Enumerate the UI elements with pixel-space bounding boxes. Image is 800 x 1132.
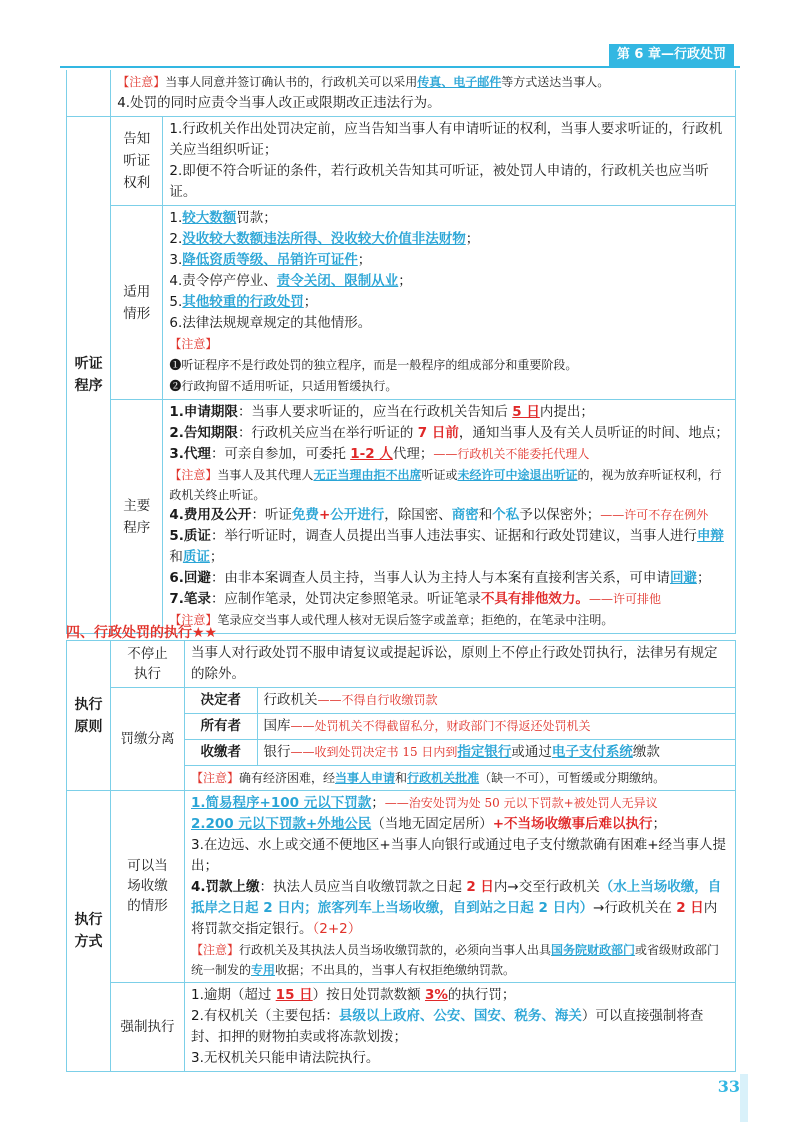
- separation-label: 罚缴分离: [111, 688, 185, 791]
- force-content: 1.逾期（超过 15 日）按日处罚款数额 3%的执行罚； 2.有权机关（主要包括：县级以上政府、公安、国安、税务、海关）可以直接强制将查封、扣押的财物拍卖或将冻款划拨； 3.无权机关只能申请法院执行。: [185, 983, 736, 1072]
- exec-method-label: 执行方式: [67, 791, 111, 1072]
- scope-item: 5.其他较重的行政处罚；: [169, 294, 318, 310]
- scope-note-2: ❷行政拘留不适用听证，只适用暂缓执行。: [169, 379, 398, 393]
- scope-item: 6.法律法规规章规定的其他情形。: [169, 315, 372, 331]
- hearing-label: 听证程序: [67, 117, 111, 634]
- hearing-table: [66, 70, 736, 634]
- notify-content: 1.行政机关作出处罚决定前，应当告知当事人有申请听证的权利，当事人要求听证的，行政机关应当组织听证； 2.即便不符合听证的条件，若行政机关告知其可听证，被处罚人申请的，行政机关也应当听证。: [163, 117, 736, 206]
- scope-item: 1.较大数额罚款；: [169, 210, 277, 226]
- header-rule: [60, 66, 740, 68]
- scope-note-tag: 【注意】: [169, 337, 218, 351]
- separation-content: 决定者 行政机关——不得自行收缴罚款 所有者 国库——处罚机关不得截留私分，财政部门不得返还处罚机关 收缴者 银行——收到处罚决定书 15 日内到指定银行或通过电子支付系统缴款 【注意】确有经济困难，经当事人申请和行政机关批准（缺一不可），可暂缓或分期缴纳。: [185, 688, 736, 791]
- scope-label: 适用情形: [111, 206, 163, 400]
- page-number: 33: [717, 1077, 740, 1096]
- table-row: 决定者 行政机关——不得自行收缴罚款: [185, 688, 735, 714]
- scope-item: 3.降低资质等级、吊销许可证件；: [169, 252, 372, 268]
- nostop-content: 当事人对行政处罚不服申请复议或提起诉讼，原则上不停止行政处罚执行，法律另有规定的除外。: [185, 641, 736, 688]
- section-title: 四、行政处罚的执行★★: [66, 625, 218, 641]
- spot-content: 1.简易程序+100 元以下罚款；——治安处罚为处 50 元以下罚款+被处罚人无异议 2.200 元以下罚款+外地公民（当地无固定居所）+不当场收缴事后难以执行； 3.在边远、水上或交通不便地区+当事人向银行或通过电子支付缴款确有困难+经当事人提出； 4.罚款上缴：执法人员应当自收缴罚款之日起 2 日内→交至行政机关（水上当场收缴，自抵岸之日起 2 日内；旅客列车上当场收缴，自到站之日起 2 日内）→行政机关在 2 日内将罚款交指定银行。（2+2） 【注意】行政机关及其执法人员当场收缴罚款的，必须向当事人出具国务院财政部门或省级财政部门统一制发的专用收据；不出具的，当事人有权拒绝缴纳罚款。: [185, 791, 736, 983]
- scope-item: 2.没收较大数额违法所得、没收较大价值非法财物；: [169, 231, 480, 247]
- spot-label: 可以当场收缴的情形: [111, 791, 185, 983]
- scope-note-1: ❶听证程序不是行政处罚的独立程序，而是一般程序的组成部分和重要阶段。: [169, 358, 578, 372]
- table-row: 收缴者 银行——收到处罚决定书 15 日内到指定银行或通过电子支付系统缴款: [185, 740, 735, 766]
- force-label: 强制执行: [111, 983, 185, 1072]
- procedure-content: 1.申请期限：当事人要求听证的，应当在行政机关告知后 5 日内提出； 2.告知期限：行政机关应当在举行听证的 7 日前，通知当事人及有关人员听证的时间、地点； 3.代理：可亲自参加，可委托 1-2 人代理；——行政机关不能委托代理人 【注意】当事人及其代理人无正当理由拒不出席听证或未经许可中途退出听证的，视为放弃听证权利，行政机关终止听证。 4.费用及公开：听证免费+公开进行，除国密、商密和个私予以保密外；——许可不存在例外 5.质证：举行听证时，调查人员提出当事人违法事实、证据和行政处罚建议，当事人进行申辩和质证； 6.回避：由非本案调查人员主持，当事人认为主持人与本案有直接利害关系，可申请回避； 7.笔录：应制作笔录，处罚决定参照笔录。听证笔录不具有排他效力。——许可排他 【注意】笔录应交当事人或代理人核对无误后签字或盖章；拒绝的，在笔录中注明。: [163, 400, 736, 634]
- exec-principle-label: 执行原则: [67, 641, 111, 791]
- scope-content: [163, 206, 736, 400]
- nostop-label: 不停止执行: [111, 641, 185, 688]
- correction-line: 4.处罚的同时应责令当事人改正或限期改正违法行为。: [117, 95, 441, 111]
- execution-table: [66, 640, 736, 1072]
- table-row: 所有者 国库——处罚机关不得截留私分，财政部门不得返还处罚机关: [185, 714, 735, 740]
- hearing-top-cell: [111, 70, 736, 117]
- chapter-tag: 第 6 章—行政处罚: [609, 44, 734, 66]
- notify-label: 告知听证权利: [111, 117, 163, 206]
- page-edge-decoration: [740, 1074, 748, 1122]
- procedure-label: 主要程序: [111, 400, 163, 634]
- delivery-note: 【注意】当事人同意并签订确认书的，行政机关可以采用传真、电子邮件等方式送达当事人。: [117, 75, 610, 89]
- scope-item: 4.责令停产停业、责令关闭、限制从业；: [169, 273, 412, 289]
